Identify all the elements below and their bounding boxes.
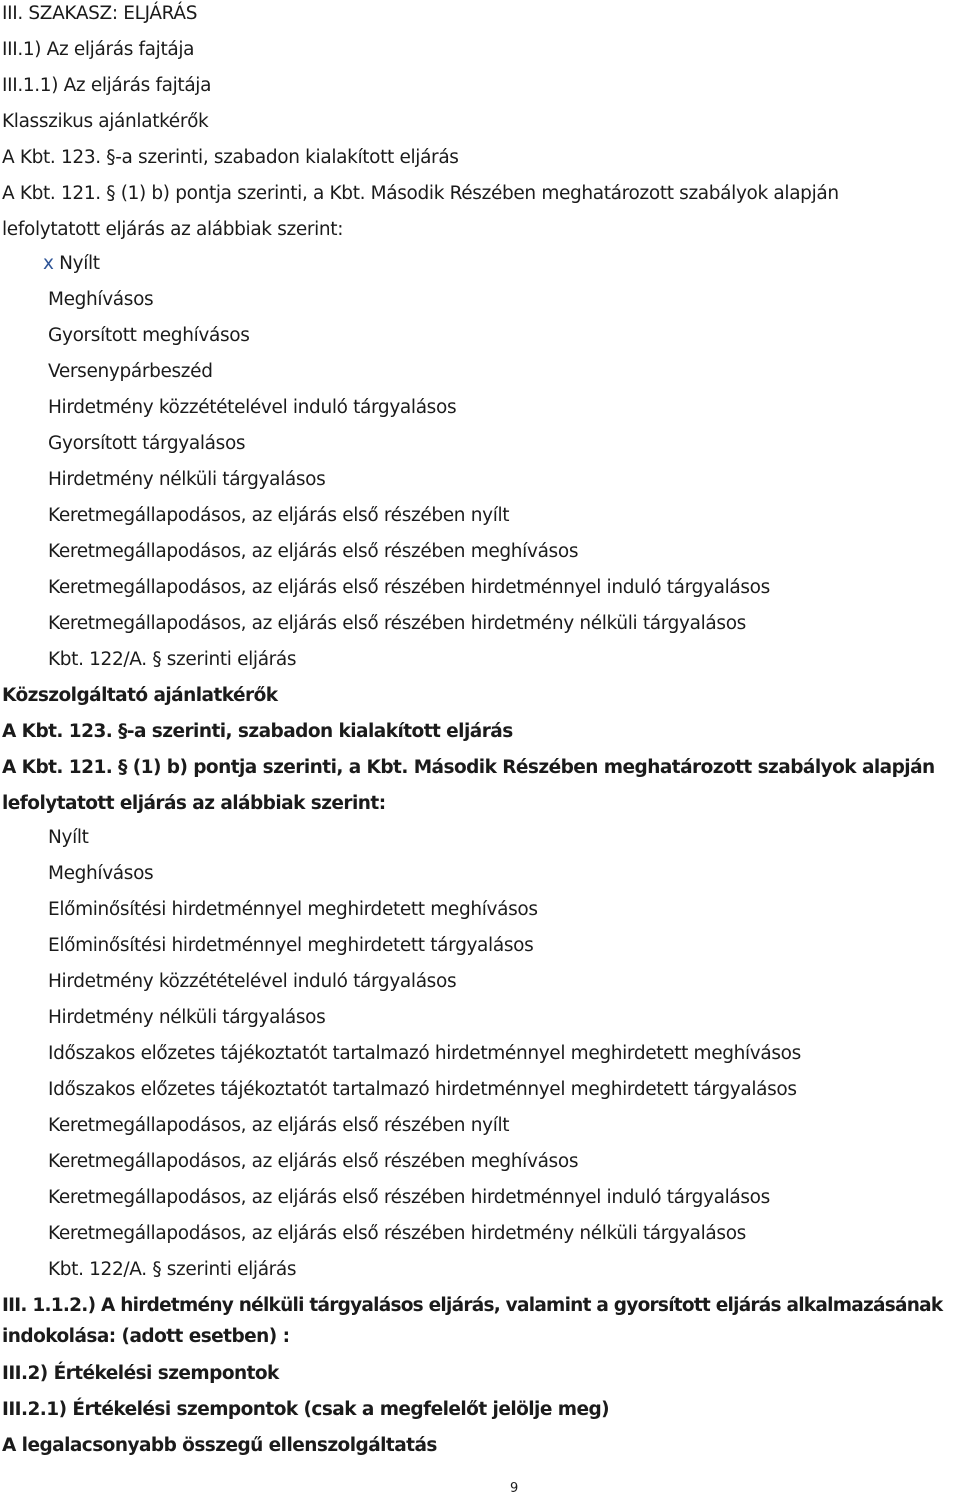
- klasszikus-option: Keretmegállapodásos, az eljárás első részében nyílt: [48, 505, 510, 526]
- klasszikus-kbt-121-line: A Kbt. 121. § (1) b) pontja szerinti, a Kbt. Második Részében meghatározott szabályok alapján: [2, 183, 839, 204]
- klasszikus-option: Keretmegállapodásos, az eljárás első részében meghívásos: [48, 541, 579, 562]
- klasszikus-option: Gyorsított tárgyalásos: [48, 433, 246, 454]
- klasszikus-option: Versenypárbeszéd: [48, 361, 213, 382]
- ertekeles-heading: III.2) Értékelési szempontok: [2, 1363, 279, 1384]
- ertekeles-criterion: A legalacsonyabb összegű ellenszolgáltatás: [2, 1435, 437, 1456]
- klasszikus-option: Keretmegállapodásos, az eljárás első részében hirdetménnyel induló tárgyalásos: [48, 577, 770, 598]
- kozszolgaltato-option: Előminősítési hirdetménnyel meghirdetett meghívásos: [48, 899, 538, 920]
- kozszolgaltato-heading: Közszolgáltató ajánlatkérők: [2, 685, 278, 706]
- subsubsection-procedure-type: III.1.1) Az eljárás fajtája: [2, 75, 212, 96]
- klasszikus-option: Meghívásos: [48, 289, 154, 310]
- klasszikus-option: Hirdetmény nélküli tárgyalásos: [48, 469, 326, 490]
- subsection-procedure-type: III.1) Az eljárás fajtája: [2, 39, 195, 60]
- kozszolgaltato-option: Hirdetmény nélküli tárgyalásos: [48, 1007, 326, 1028]
- page-number: 9: [510, 1481, 519, 1496]
- kozszolgaltato-option: Előminősítési hirdetménnyel meghirdetett tárgyalásos: [48, 935, 534, 956]
- kozszolgaltato-option: Nyílt: [48, 827, 89, 848]
- kozszolgaltato-option: Időszakos előzetes tájékoztatót tartalmazó hirdetménnyel meghirdetett tárgyalásos: [48, 1079, 797, 1100]
- klasszikus-kbt-123-line: A Kbt. 123. §-a szerinti, szabadon kialakított eljárás: [2, 147, 459, 168]
- kozszolgaltato-option: Keretmegállapodásos, az eljárás első részében meghívásos: [48, 1151, 579, 1172]
- kozszolgaltato-option: Keretmegállapodásos, az eljárás első részében nyílt: [48, 1115, 510, 1136]
- klasszikus-option: [43, 252, 100, 276]
- kozszolgaltato-option: Keretmegállapodásos, az eljárás első részében hirdetmény nélküli tárgyalásos: [48, 1223, 746, 1244]
- selected-mark: x: [43, 253, 54, 274]
- klasszikus-kbt-121-continuation: lefolytatott eljárás az alábbiak szerint:: [2, 219, 344, 240]
- indokolas-heading-continuation: indokolása: (adott esetben) :: [2, 1326, 290, 1347]
- kozszolgaltato-option: Hirdetmény közzétételével induló tárgyalásos: [48, 971, 457, 992]
- indokolas-heading: III. 1.1.2.) A hirdetmény nélküli tárgyalásos eljárás, valamint a gyorsított eljárás alkalmazásának: [2, 1295, 943, 1316]
- kozszolgaltato-option: Időszakos előzetes tájékoztatót tartalmazó hirdetménnyel meghirdetett meghívásos: [48, 1043, 801, 1064]
- kozszolgaltato-kbt-121-continuation: lefolytatott eljárás az alábbiak szerint:: [2, 793, 386, 814]
- klasszikus-option: Kbt. 122/A. § szerinti eljárás: [48, 649, 297, 670]
- kozszolgaltato-option: Meghívásos: [48, 863, 154, 884]
- kozszolgaltato-kbt-121-line: A Kbt. 121. § (1) b) pontja szerinti, a Kbt. Második Részében meghatározott szabályok alapján: [2, 757, 935, 778]
- kozszolgaltato-option: Keretmegállapodásos, az eljárás első részében hirdetménnyel induló tárgyalásos: [48, 1187, 770, 1208]
- klasszikus-option: Keretmegállapodásos, az eljárás első részében hirdetmény nélküli tárgyalásos: [48, 613, 746, 634]
- kozszolgaltato-option: Kbt. 122/A. § szerinti eljárás: [48, 1259, 297, 1280]
- section-title: III. SZAKASZ: ELJÁRÁS: [2, 3, 198, 24]
- klasszikus-option: Hirdetmény közzétételével induló tárgyalásos: [48, 397, 457, 418]
- option-label: Nyílt: [59, 253, 100, 274]
- ertekeles-subheading: III.2.1) Értékelési szempontok (csak a megfelelőt jelölje meg): [2, 1399, 610, 1420]
- kozszolgaltato-kbt-123-line: A Kbt. 123. §-a szerinti, szabadon kialakított eljárás: [2, 721, 513, 742]
- klasszikus-heading: Klasszikus ajánlatkérők: [2, 111, 209, 132]
- klasszikus-option: Gyorsított meghívásos: [48, 325, 250, 346]
